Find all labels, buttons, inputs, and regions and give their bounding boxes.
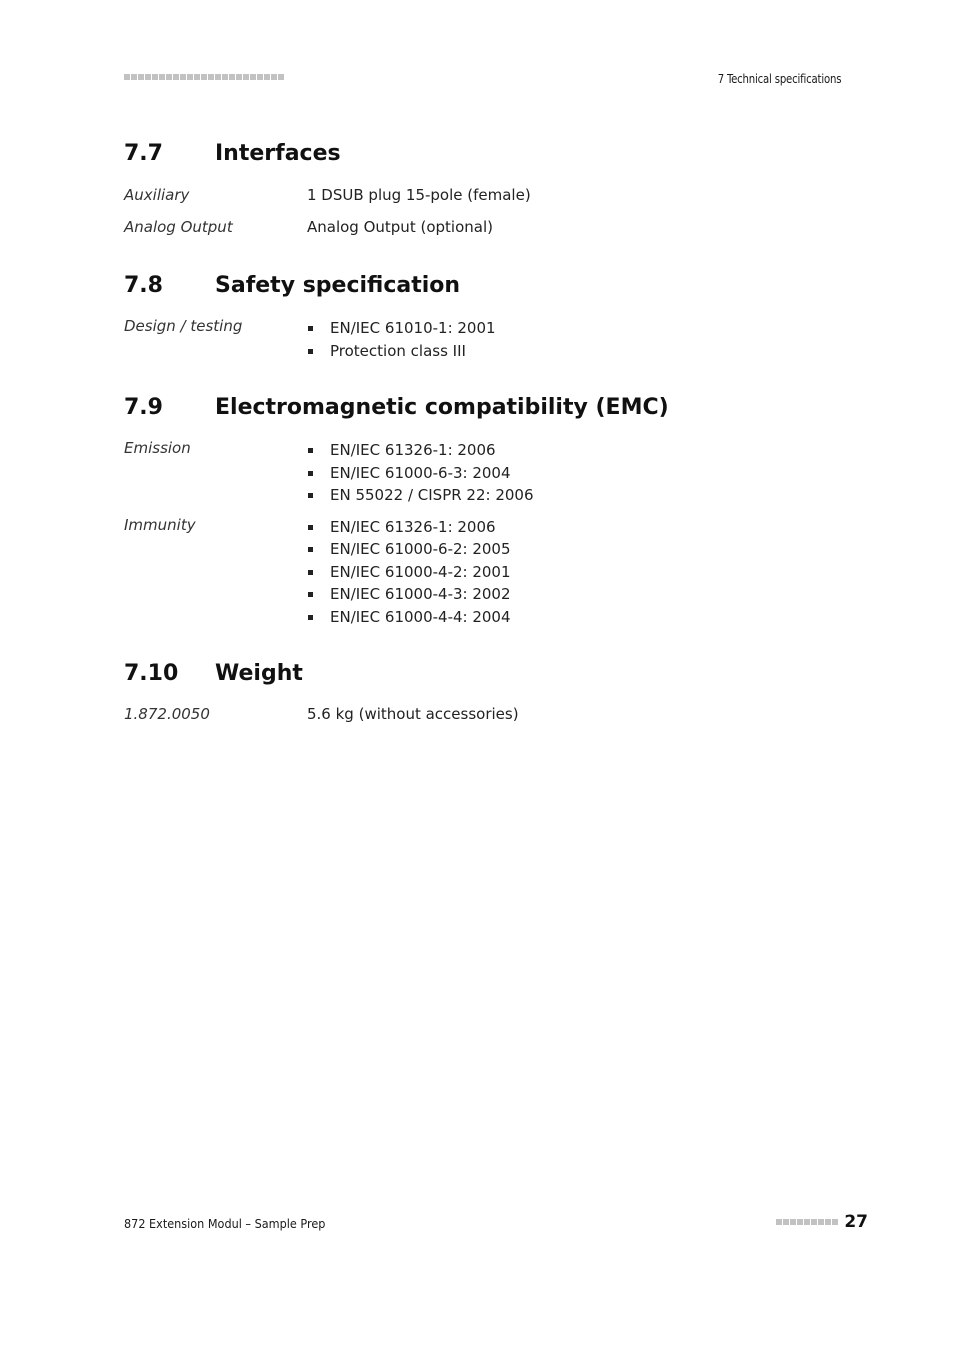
spec-value: 1 DSUB plug 15-pole (female) — [307, 186, 531, 204]
spec-row — [124, 317, 844, 362]
decorative-square — [229, 74, 235, 80]
section-title: Safety specification — [215, 273, 461, 298]
decorative-square — [264, 74, 270, 80]
spec-row — [124, 186, 844, 204]
list-item: EN/IEC 61000-6-3: 2004 — [307, 462, 534, 485]
decorative-square — [790, 1219, 796, 1225]
section-number: 7.10 — [124, 661, 179, 686]
decorative-square — [271, 74, 277, 80]
section-heading — [124, 273, 844, 298]
section-interfaces — [124, 141, 844, 236]
spec-value: 5.6 kg (without accessories) — [307, 705, 519, 723]
decorative-square — [278, 74, 284, 80]
list-item: EN/IEC 61000-6-2: 2005 — [307, 538, 511, 561]
decorative-square — [250, 74, 256, 80]
decorative-square — [124, 74, 130, 80]
spec-label: Auxiliary — [124, 186, 190, 204]
spec-label: Emission — [124, 439, 191, 457]
running-header-chapter: 7 Technical specifications — [717, 71, 841, 86]
spec-bullet-list — [307, 317, 496, 362]
spec-label: Design / testing — [124, 317, 243, 335]
decorative-square — [145, 74, 151, 80]
decorative-square — [804, 1219, 810, 1225]
section-heading — [124, 141, 844, 166]
decorative-square — [797, 1219, 803, 1225]
spec-row — [124, 516, 844, 629]
decorative-square — [173, 74, 179, 80]
page-number: 27 — [844, 1212, 868, 1232]
decorative-square — [811, 1219, 817, 1225]
spec-bullet-list — [307, 516, 511, 629]
spec-bullet-list — [307, 439, 534, 507]
spec-label: 1.872.0050 — [124, 705, 210, 723]
decorative-square — [243, 74, 249, 80]
spec-row — [124, 218, 844, 236]
list-item: EN/IEC 61000-4-4: 2004 — [307, 606, 511, 629]
decorative-square — [180, 74, 186, 80]
list-item: Protection class III — [307, 340, 496, 363]
decorative-square — [201, 74, 207, 80]
spec-label: Immunity — [124, 515, 196, 534]
footer-document-title: 872 Extension Modul – Sample Prep — [124, 1216, 326, 1231]
section-heading — [124, 661, 844, 686]
decorative-square — [257, 74, 263, 80]
section-number: 7.8 — [124, 273, 163, 298]
section-title: Interfaces — [215, 141, 341, 166]
spec-label: Analog Output — [124, 218, 233, 236]
decorative-square — [236, 74, 242, 80]
decorative-square — [194, 74, 200, 80]
header-squares — [124, 74, 284, 80]
spec-row — [124, 439, 844, 507]
decorative-square — [138, 74, 144, 80]
decorative-square — [159, 74, 165, 80]
spec-value: Analog Output (optional) — [307, 218, 493, 236]
decorative-square — [825, 1219, 831, 1225]
section-emc — [124, 395, 844, 628]
section-number: 7.9 — [124, 395, 163, 420]
section-title: Electromagnetic compatibility (EMC) — [215, 395, 669, 420]
decorative-square — [187, 74, 193, 80]
footer-squares — [776, 1219, 838, 1225]
section-heading — [124, 395, 844, 420]
footer-page-indicator — [776, 1212, 868, 1232]
list-item: EN/IEC 61326-1: 2006 — [307, 516, 511, 539]
list-item: EN/IEC 61010-1: 2001 — [307, 317, 496, 340]
section-weight — [124, 661, 844, 723]
decorative-square — [131, 74, 137, 80]
list-item: EN 55022 / CISPR 22: 2006 — [307, 484, 534, 507]
decorative-square — [166, 74, 172, 80]
decorative-square — [818, 1219, 824, 1225]
decorative-square — [776, 1219, 782, 1225]
decorative-square — [832, 1219, 838, 1225]
section-safety-specification — [124, 273, 844, 362]
list-item: EN/IEC 61326-1: 2006 — [307, 439, 534, 462]
list-item: EN/IEC 61000-4-3: 2002 — [307, 583, 511, 606]
list-item: EN/IEC 61000-4-2: 2001 — [307, 561, 511, 584]
decorative-square — [783, 1219, 789, 1225]
spec-row — [124, 705, 844, 723]
decorative-square — [215, 74, 221, 80]
decorative-square — [208, 74, 214, 80]
section-number: 7.7 — [124, 141, 163, 166]
decorative-square — [152, 74, 158, 80]
decorative-square — [222, 74, 228, 80]
section-title: Weight — [215, 661, 303, 686]
